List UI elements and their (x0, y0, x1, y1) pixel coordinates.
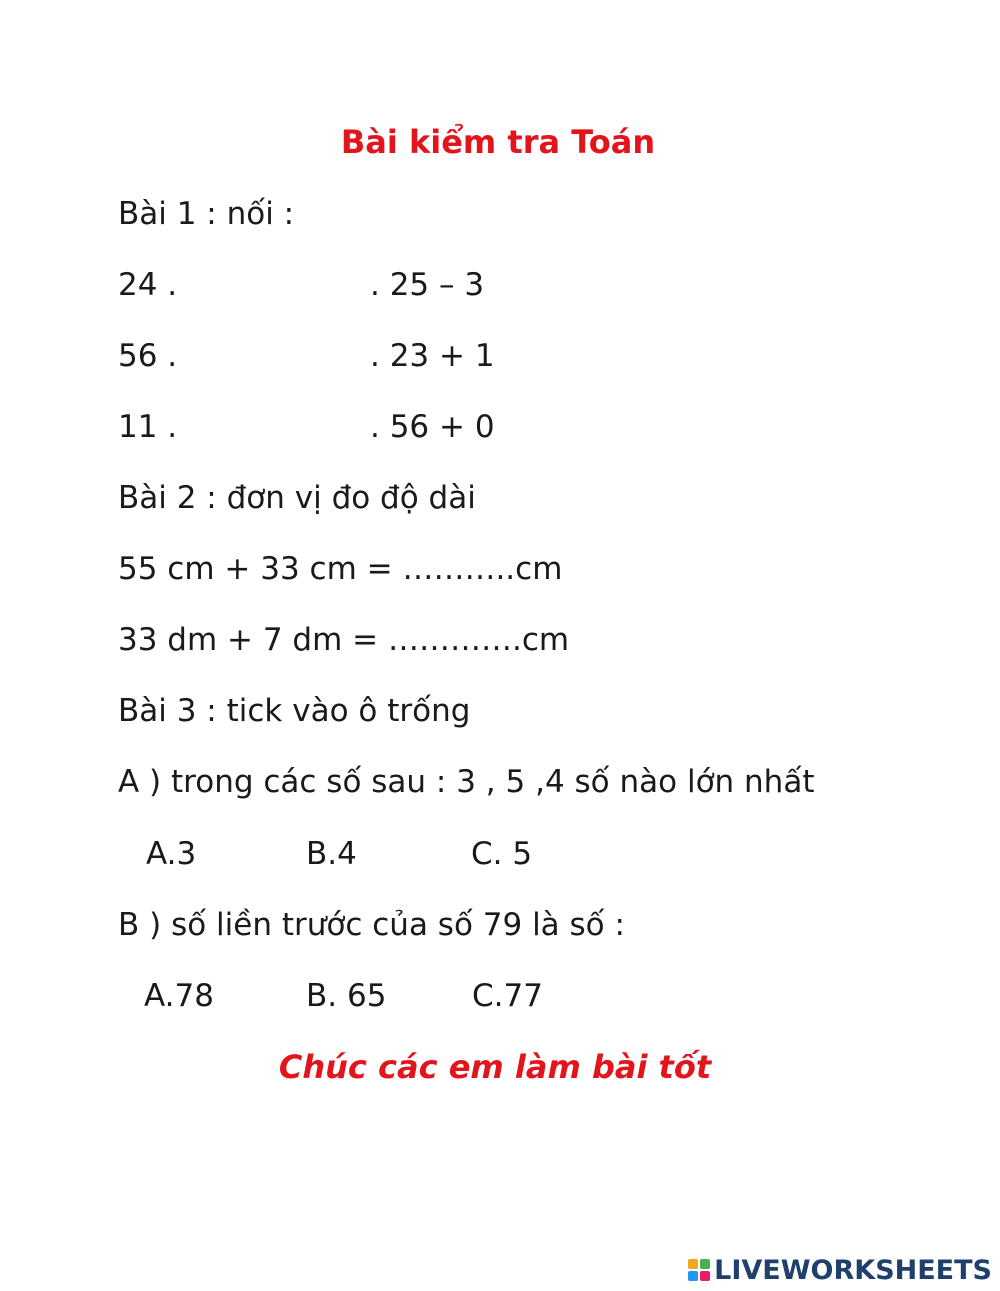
match-left-2: 56 . (118, 338, 178, 374)
bai1-heading: Bài 1 : nối : (118, 196, 295, 232)
question-a-option-b: B.4 (306, 836, 357, 872)
question-a-option-a: A.3 (146, 836, 197, 872)
match-right-1: . 25 – 3 (370, 267, 485, 303)
bai2-line-1: 55 cm + 33 cm = ………..cm (118, 551, 563, 587)
match-right-3: . 56 + 0 (370, 409, 495, 445)
closing-message: Chúc các em làm bài tốt (278, 1048, 712, 1086)
match-left-1: 24 . (118, 267, 178, 303)
question-b-option-c: C.77 (472, 978, 543, 1014)
match-left-3: 11 . (118, 409, 178, 445)
question-b: B ) số liền trước của số 79 là số : (118, 907, 625, 943)
logo-square-3 (688, 1271, 698, 1281)
logo-square-4 (700, 1271, 710, 1281)
liveworksheets-logo-icon (688, 1259, 710, 1281)
logo-square-2 (700, 1259, 710, 1269)
bai3-heading: Bài 3 : tick vào ô trống (118, 693, 471, 729)
logo-square-1 (688, 1259, 698, 1269)
brand-name: LIVEWORKSHEETS (714, 1254, 992, 1286)
question-a-option-c: C. 5 (471, 836, 533, 872)
page-title: Bài kiểm tra Toán (340, 123, 656, 161)
question-a: A ) trong các số sau : 3 , 5 ,4 số nào lớn nhất (118, 764, 815, 800)
question-b-option-b: B. 65 (306, 978, 387, 1014)
match-right-2: . 23 + 1 (370, 338, 495, 374)
bai2-line-2: 33 dm + 7 dm = ………….cm (118, 622, 570, 658)
bai2-heading: Bài 2 : đơn vị đo độ dài (118, 480, 476, 516)
liveworksheets-brand (688, 1253, 992, 1287)
question-b-option-a: A.78 (144, 978, 214, 1014)
